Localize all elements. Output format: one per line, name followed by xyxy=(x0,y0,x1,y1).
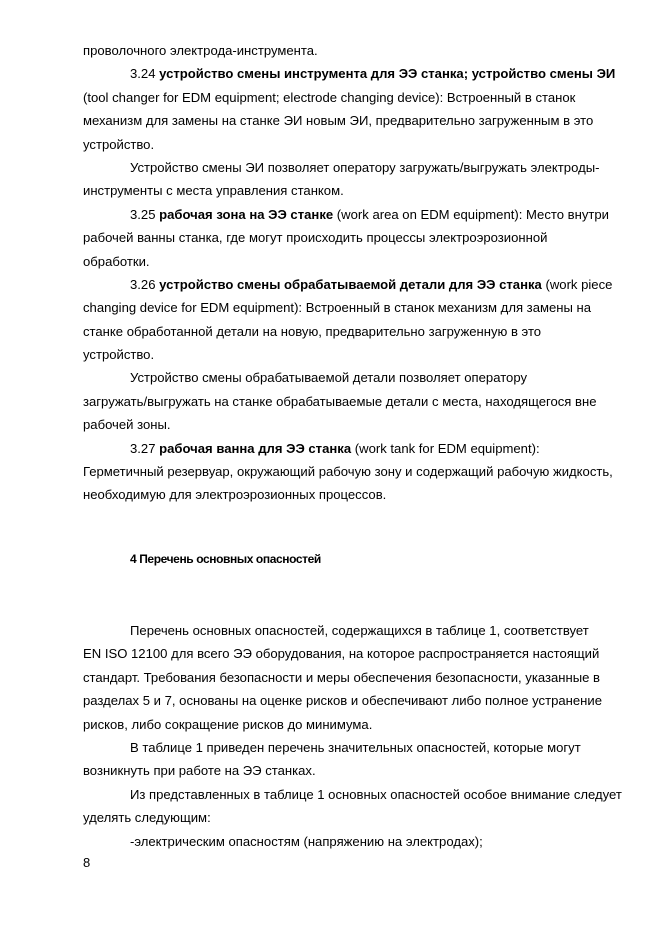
text-line: (tool changer for EDM equipment; electrode changing device): Встроенный в станок xyxy=(83,89,576,105)
text-line: Устройство смены ЭИ позволяет оператору загружать/выгружать электроды- xyxy=(130,159,600,175)
text-line: рабочей зоны. xyxy=(83,417,171,433)
text-line: Перечень основных опасностей, содержащихся в таблице 1, соответствует xyxy=(130,623,589,638)
text-line: устройство. xyxy=(83,347,155,363)
text-line: Из представленных в таблице 1 основных опасностей особое внимание следует xyxy=(130,786,622,802)
text-line: Герметичный резервуар, окружающий рабочую зону и содержащий рабочую жидкость, xyxy=(83,464,613,480)
clause-3-27-title xyxy=(83,437,615,460)
text-line: changing device for EDM equipment): Встроенный в станок механизм для замены на xyxy=(83,300,592,316)
text-line: устройство. xyxy=(83,136,155,152)
text-line: обработки. xyxy=(83,253,150,269)
text-line: стандарт. Требования безопасности и меры обеспечения безопасности, указанные в xyxy=(83,669,601,685)
clause-3-26-title xyxy=(83,273,615,296)
term-english: (work piece xyxy=(541,276,613,292)
term: устройство смены инструмента для ЭЭ станка; устройство смены ЭИ xyxy=(159,66,616,82)
text-line: Устройство смены обрабатываемой детали позволяет оператору xyxy=(130,370,528,386)
page-number: 8 xyxy=(83,855,91,870)
text-line: возникнуть при работе на ЭЭ станках. xyxy=(83,763,316,779)
term: рабочая зона на ЭЭ станке xyxy=(159,206,334,222)
text-line: проволочного электрода-инструмента. xyxy=(83,43,318,58)
text-line: EN ISO 12100 для всего ЭЭ оборудования, на которое распространяется настоящий xyxy=(83,646,600,662)
text-line: рисков, либо сокращение рисков до минимума. xyxy=(83,716,373,732)
term: рабочая ванна для ЭЭ станка xyxy=(159,440,352,456)
text-line: станке обработанной детали на новую, предварительно загруженную в это xyxy=(83,323,542,339)
text-line: разделах 5 и 7, основаны на оценке рисков и обеспечивают либо полное устранение xyxy=(83,693,602,709)
text-line: уделять следующим: xyxy=(83,810,211,826)
clause-number: 3.26 xyxy=(130,276,160,292)
term-english: (work area on EDM equipment): Место внутри xyxy=(333,206,609,222)
text-line: рабочей ванны станка, где могут происходить процессы электроэрозионной xyxy=(83,230,548,246)
clause-3-24-title xyxy=(83,62,615,85)
document-body xyxy=(83,39,615,507)
text-line: механизм для замены на станке ЭИ новым ЭИ, предварительно загруженным в это xyxy=(83,113,594,129)
clause-number: 3.27 xyxy=(130,440,160,456)
clause-number: 3.24 xyxy=(130,66,160,82)
clause-number: 3.25 xyxy=(130,206,160,222)
text-line: -электрическим опасностям (напряжению на электродах); xyxy=(130,833,483,849)
section-4-body xyxy=(83,619,622,853)
text-line: загружать/выгружать на станке обрабатываемые детали с места, находящегося вне xyxy=(83,393,597,409)
text-line: необходимую для электроэрозионных процессов. xyxy=(83,487,387,503)
section-heading: 4 Перечень основных опасностей xyxy=(130,552,321,566)
clause-3-25-title xyxy=(83,203,615,226)
term-english: (work tank for EDM equipment): xyxy=(351,440,540,456)
term: устройство смены обрабатываемой детали для ЭЭ станка xyxy=(159,276,542,292)
text-line: инструменты с места управления станком. xyxy=(83,183,344,199)
text-line: В таблице 1 приведен перечень значительных опасностей, которые могут xyxy=(130,739,581,755)
